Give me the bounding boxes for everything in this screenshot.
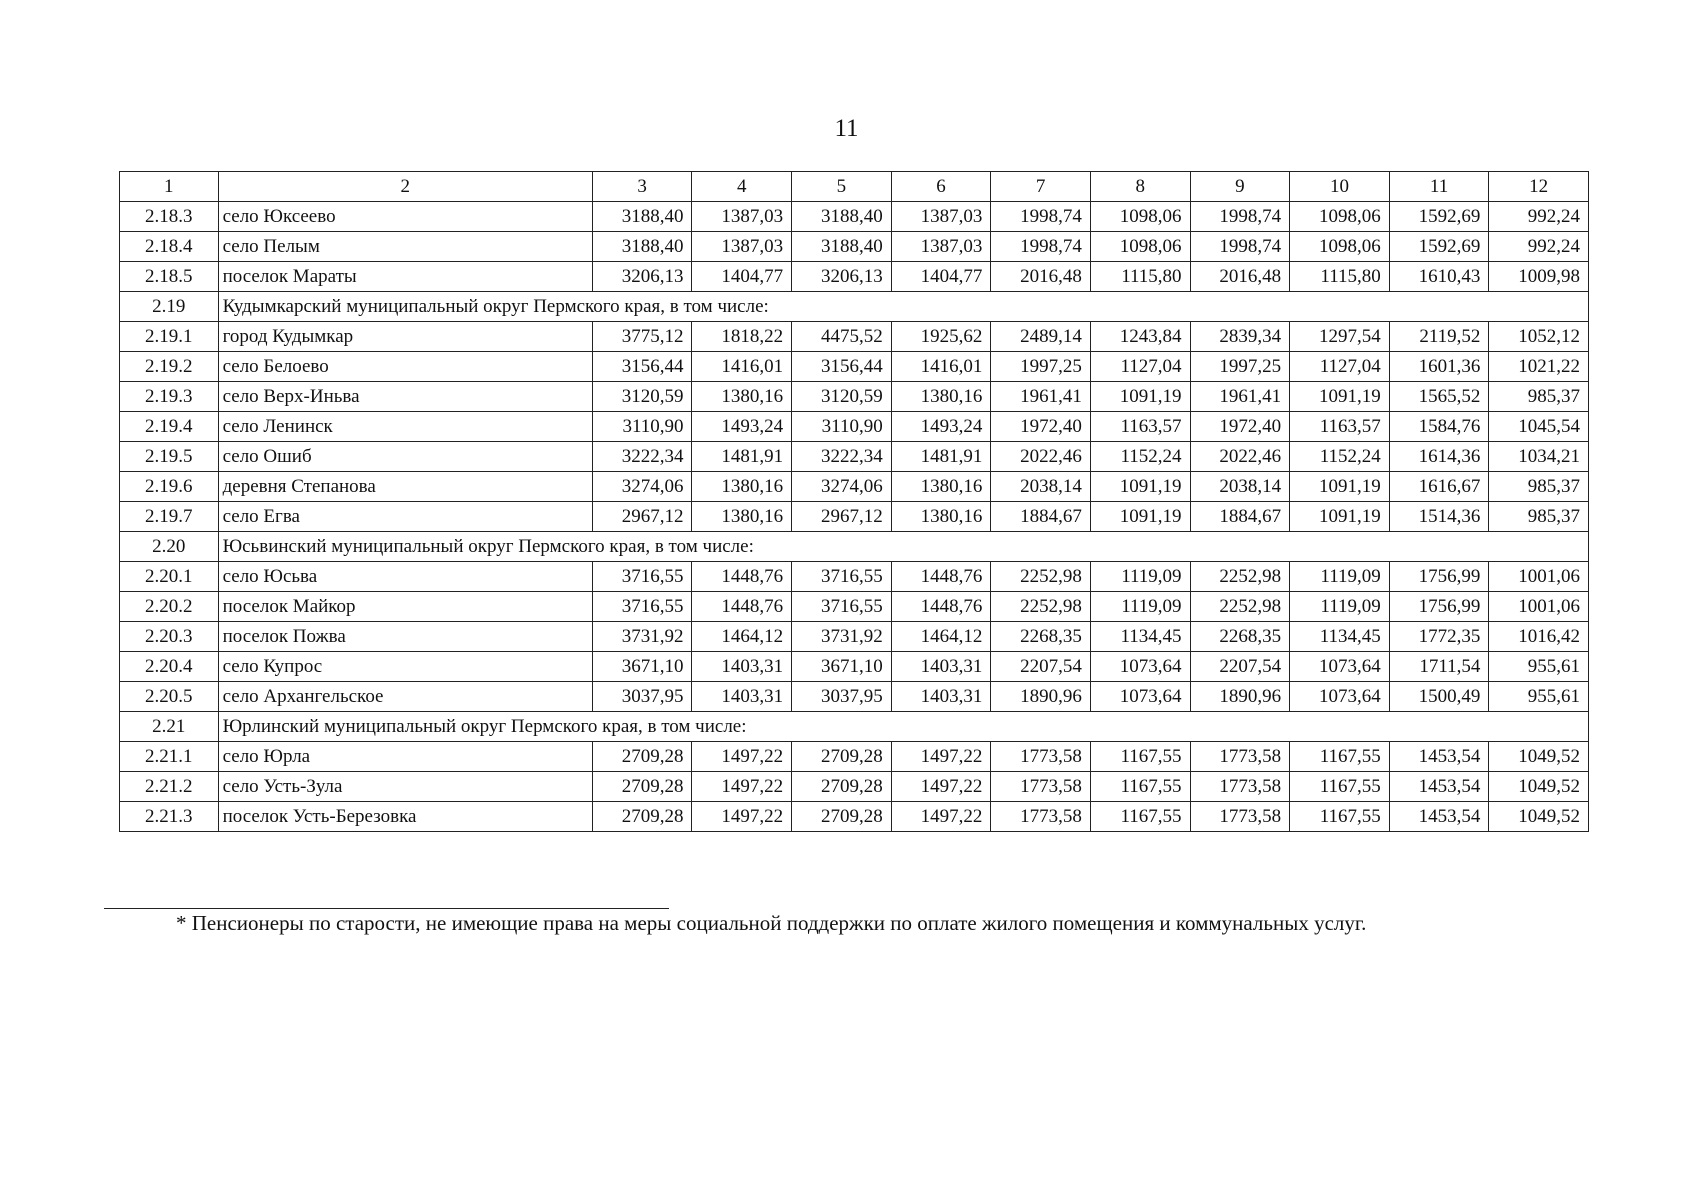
table-row (120, 352, 1589, 382)
column-header: 11 (1389, 172, 1489, 202)
value-cell: 1497,22 (692, 772, 792, 802)
value-cell: 1404,77 (692, 262, 792, 292)
value-cell: 1773,58 (1190, 802, 1290, 832)
value-cell: 1127,04 (1090, 352, 1190, 382)
value-cell: 3716,55 (592, 592, 692, 622)
row-number: 2.21.3 (120, 802, 219, 832)
row-number: 2.19.4 (120, 412, 219, 442)
value-cell: 2967,12 (792, 502, 892, 532)
value-cell: 1773,58 (991, 772, 1091, 802)
value-cell: 1890,96 (1190, 682, 1290, 712)
column-header: 8 (1090, 172, 1190, 202)
settlement-name: село Юксеево (218, 202, 592, 232)
value-cell: 3671,10 (792, 652, 892, 682)
value-cell: 1167,55 (1290, 802, 1390, 832)
value-cell: 1998,74 (1190, 202, 1290, 232)
value-cell: 1481,91 (692, 442, 792, 472)
settlement-name: поселок Пожва (218, 622, 592, 652)
value-cell: 2839,34 (1190, 322, 1290, 352)
value-cell: 1403,31 (891, 652, 991, 682)
section-row (120, 292, 1589, 322)
value-cell: 1972,40 (991, 412, 1091, 442)
value-cell: 1998,74 (1190, 232, 1290, 262)
value-cell: 3110,90 (792, 412, 892, 442)
tariff-table (119, 171, 1589, 832)
value-cell: 1403,31 (692, 682, 792, 712)
value-cell: 1616,67 (1389, 472, 1489, 502)
value-cell: 1167,55 (1090, 772, 1190, 802)
value-cell: 1243,84 (1090, 322, 1190, 352)
value-cell: 3716,55 (792, 562, 892, 592)
row-number: 2.21.1 (120, 742, 219, 772)
value-cell: 3037,95 (592, 682, 692, 712)
value-cell: 3274,06 (792, 472, 892, 502)
value-cell: 2489,14 (991, 322, 1091, 352)
value-cell: 2709,28 (592, 802, 692, 832)
value-cell: 1098,06 (1290, 232, 1390, 262)
value-cell: 1380,16 (891, 382, 991, 412)
row-number: 2.19.2 (120, 352, 219, 382)
row-number: 2.19.3 (120, 382, 219, 412)
table-row (120, 472, 1589, 502)
value-cell: 1073,64 (1290, 682, 1390, 712)
value-cell: 1493,24 (891, 412, 991, 442)
value-cell: 3206,13 (592, 262, 692, 292)
value-cell: 1592,69 (1389, 202, 1489, 232)
table-row (120, 322, 1589, 352)
value-cell: 992,24 (1489, 202, 1589, 232)
table-row (120, 652, 1589, 682)
settlement-name: село Усть-Зула (218, 772, 592, 802)
value-cell: 1403,31 (692, 652, 792, 682)
value-cell: 1565,52 (1389, 382, 1489, 412)
value-cell: 1167,55 (1090, 802, 1190, 832)
value-cell: 3731,92 (592, 622, 692, 652)
column-header: 9 (1190, 172, 1290, 202)
settlement-name: село Верх-Иньва (218, 382, 592, 412)
value-cell: 3731,92 (792, 622, 892, 652)
value-cell: 1592,69 (1389, 232, 1489, 262)
value-cell: 1098,06 (1090, 232, 1190, 262)
settlement-name: село Купрос (218, 652, 592, 682)
value-cell: 3156,44 (592, 352, 692, 382)
value-cell: 1167,55 (1090, 742, 1190, 772)
value-cell: 1152,24 (1290, 442, 1390, 472)
value-cell: 3120,59 (592, 382, 692, 412)
value-cell: 1115,80 (1090, 262, 1190, 292)
value-cell: 1403,31 (891, 682, 991, 712)
settlement-name: село Архангельское (218, 682, 592, 712)
value-cell: 3716,55 (592, 562, 692, 592)
value-cell: 2038,14 (1190, 472, 1290, 502)
value-cell: 2709,28 (592, 772, 692, 802)
value-cell: 1387,03 (692, 202, 792, 232)
value-cell: 1416,01 (692, 352, 792, 382)
table-body (120, 172, 1589, 832)
value-cell: 1021,22 (1489, 352, 1589, 382)
value-cell: 1098,06 (1090, 202, 1190, 232)
page-number: 11 (834, 115, 859, 142)
value-cell: 1448,76 (891, 562, 991, 592)
value-cell: 955,61 (1489, 652, 1589, 682)
row-number: 2.19.7 (120, 502, 219, 532)
column-header: 5 (792, 172, 892, 202)
settlement-name: село Ленинск (218, 412, 592, 442)
value-cell: 992,24 (1489, 232, 1589, 262)
value-cell: 1497,22 (891, 802, 991, 832)
row-number: 2.18.5 (120, 262, 219, 292)
value-cell: 1119,09 (1090, 592, 1190, 622)
value-cell: 3120,59 (792, 382, 892, 412)
value-cell: 1610,43 (1389, 262, 1489, 292)
table-row (120, 232, 1589, 262)
value-cell: 1453,54 (1389, 742, 1489, 772)
value-cell: 2252,98 (991, 592, 1091, 622)
value-cell: 1961,41 (991, 382, 1091, 412)
value-cell: 1119,09 (1090, 562, 1190, 592)
value-cell: 1773,58 (991, 742, 1091, 772)
table-row (120, 202, 1589, 232)
row-number: 2.20 (120, 532, 219, 562)
value-cell: 1997,25 (1190, 352, 1290, 382)
value-cell: 1380,16 (692, 472, 792, 502)
column-header: 3 (592, 172, 692, 202)
value-cell: 3775,12 (592, 322, 692, 352)
section-row (120, 532, 1589, 562)
value-cell: 1073,64 (1290, 652, 1390, 682)
value-cell: 1001,06 (1489, 592, 1589, 622)
value-cell: 1045,54 (1489, 412, 1589, 442)
value-cell: 1464,12 (692, 622, 792, 652)
row-number: 2.18.3 (120, 202, 219, 232)
table-row (120, 562, 1589, 592)
value-cell: 4475,52 (792, 322, 892, 352)
value-cell: 1884,67 (1190, 502, 1290, 532)
settlement-name: село Егва (218, 502, 592, 532)
value-cell: 3671,10 (592, 652, 692, 682)
value-cell: 1448,76 (692, 562, 792, 592)
row-number: 2.20.1 (120, 562, 219, 592)
settlement-name: село Ошиб (218, 442, 592, 472)
value-cell: 1614,36 (1389, 442, 1489, 472)
value-cell: 3274,06 (592, 472, 692, 502)
value-cell: 1091,19 (1090, 382, 1190, 412)
value-cell: 1091,19 (1290, 382, 1390, 412)
value-cell: 1152,24 (1090, 442, 1190, 472)
value-cell: 2207,54 (991, 652, 1091, 682)
value-cell: 1497,22 (891, 742, 991, 772)
value-cell: 1387,03 (891, 232, 991, 262)
section-title: Юсьвинский муниципальный округ Пермского края, в том числе: (218, 532, 1588, 562)
settlement-name: поселок Усть-Березовка (218, 802, 592, 832)
value-cell: 3206,13 (792, 262, 892, 292)
value-cell: 1925,62 (891, 322, 991, 352)
row-number: 2.19.5 (120, 442, 219, 472)
value-cell: 1115,80 (1290, 262, 1390, 292)
value-cell: 1163,57 (1290, 412, 1390, 442)
value-cell: 2252,98 (1190, 592, 1290, 622)
value-cell: 1497,22 (692, 802, 792, 832)
value-cell: 1773,58 (1190, 742, 1290, 772)
value-cell: 1073,64 (1090, 682, 1190, 712)
value-cell: 1098,06 (1290, 202, 1390, 232)
value-cell: 3188,40 (592, 202, 692, 232)
value-cell: 1500,49 (1389, 682, 1489, 712)
table-row (120, 412, 1589, 442)
value-cell: 1453,54 (1389, 772, 1489, 802)
value-cell: 3222,34 (592, 442, 692, 472)
value-cell: 1380,16 (692, 502, 792, 532)
table-row (120, 802, 1589, 832)
value-cell: 1481,91 (891, 442, 991, 472)
value-cell: 3037,95 (792, 682, 892, 712)
value-cell: 1001,06 (1489, 562, 1589, 592)
value-cell: 1756,99 (1389, 592, 1489, 622)
table-row (120, 262, 1589, 292)
settlement-name: село Белоево (218, 352, 592, 382)
value-cell: 2022,46 (1190, 442, 1290, 472)
value-cell: 1134,45 (1290, 622, 1390, 652)
row-number: 2.19.6 (120, 472, 219, 502)
row-number: 2.20.2 (120, 592, 219, 622)
section-title: Юрлинский муниципальный округ Пермского края, в том числе: (218, 712, 1588, 742)
value-cell: 1049,52 (1489, 772, 1589, 802)
section-title: Кудымкарский муниципальный округ Пермского края, в том числе: (218, 292, 1588, 322)
value-cell: 1167,55 (1290, 772, 1390, 802)
value-cell: 2709,28 (592, 742, 692, 772)
table-row (120, 442, 1589, 472)
value-cell: 1584,76 (1389, 412, 1489, 442)
row-number: 2.20.4 (120, 652, 219, 682)
value-cell: 1448,76 (692, 592, 792, 622)
value-cell: 1961,41 (1190, 382, 1290, 412)
settlement-name: поселок Мараты (218, 262, 592, 292)
value-cell: 1997,25 (991, 352, 1091, 382)
value-cell: 1998,74 (991, 202, 1091, 232)
row-number: 2.20.5 (120, 682, 219, 712)
column-header: 4 (692, 172, 792, 202)
row-number: 2.21.2 (120, 772, 219, 802)
value-cell: 1380,16 (891, 472, 991, 502)
value-cell: 2268,35 (991, 622, 1091, 652)
settlement-name: город Кудымкар (218, 322, 592, 352)
value-cell: 1009,98 (1489, 262, 1589, 292)
value-cell: 1404,77 (891, 262, 991, 292)
value-cell: 2967,12 (592, 502, 692, 532)
value-cell: 1773,58 (991, 802, 1091, 832)
value-cell: 985,37 (1489, 502, 1589, 532)
section-row (120, 712, 1589, 742)
value-cell: 1818,22 (692, 322, 792, 352)
value-cell: 1497,22 (891, 772, 991, 802)
value-cell: 1884,67 (991, 502, 1091, 532)
table-row (120, 772, 1589, 802)
value-cell: 1601,36 (1389, 352, 1489, 382)
value-cell: 1091,19 (1290, 502, 1390, 532)
value-cell: 955,61 (1489, 682, 1589, 712)
value-cell: 1497,22 (692, 742, 792, 772)
value-cell: 1756,99 (1389, 562, 1489, 592)
value-cell: 1052,12 (1489, 322, 1589, 352)
column-header: 2 (218, 172, 592, 202)
value-cell: 2016,48 (1190, 262, 1290, 292)
footnote-divider (104, 908, 669, 909)
value-cell: 1073,64 (1090, 652, 1190, 682)
value-cell: 985,37 (1489, 382, 1589, 412)
table-row (120, 742, 1589, 772)
table-row (120, 622, 1589, 652)
value-cell: 1049,52 (1489, 802, 1589, 832)
row-number: 2.19 (120, 292, 219, 322)
value-cell: 3716,55 (792, 592, 892, 622)
row-number: 2.20.3 (120, 622, 219, 652)
value-cell: 3222,34 (792, 442, 892, 472)
value-cell: 1049,52 (1489, 742, 1589, 772)
value-cell: 3188,40 (792, 232, 892, 262)
value-cell: 1416,01 (891, 352, 991, 382)
value-cell: 3188,40 (592, 232, 692, 262)
value-cell: 1772,35 (1389, 622, 1489, 652)
value-cell: 1119,09 (1290, 592, 1390, 622)
value-cell: 2268,35 (1190, 622, 1290, 652)
value-cell: 1464,12 (891, 622, 991, 652)
value-cell: 2709,28 (792, 742, 892, 772)
table-row (120, 502, 1589, 532)
value-cell: 2016,48 (991, 262, 1091, 292)
table-row (120, 382, 1589, 412)
column-header: 7 (991, 172, 1091, 202)
settlement-name: село Юрла (218, 742, 592, 772)
value-cell: 1514,36 (1389, 502, 1489, 532)
table-row (120, 592, 1589, 622)
value-cell: 1127,04 (1290, 352, 1390, 382)
value-cell: 2207,54 (1190, 652, 1290, 682)
value-cell: 1998,74 (991, 232, 1091, 262)
value-cell: 1091,19 (1090, 472, 1190, 502)
value-cell: 3110,90 (592, 412, 692, 442)
row-number: 2.18.4 (120, 232, 219, 262)
row-number: 2.19.1 (120, 322, 219, 352)
footnote: * Пенсионеры по старости, не имеющие права на меры социальной поддержки по оплате жилого помещения и коммунальных услуг. (176, 911, 1367, 935)
value-cell: 1297,54 (1290, 322, 1390, 352)
value-cell: 985,37 (1489, 472, 1589, 502)
header-row (120, 172, 1589, 202)
value-cell: 1119,09 (1290, 562, 1390, 592)
table-row (120, 682, 1589, 712)
value-cell: 2252,98 (1190, 562, 1290, 592)
value-cell: 1387,03 (891, 202, 991, 232)
value-cell: 1773,58 (1190, 772, 1290, 802)
value-cell: 2022,46 (991, 442, 1091, 472)
column-header: 1 (120, 172, 219, 202)
value-cell: 1016,42 (1489, 622, 1589, 652)
value-cell: 1034,21 (1489, 442, 1589, 472)
column-header: 12 (1489, 172, 1589, 202)
value-cell: 2709,28 (792, 772, 892, 802)
value-cell: 1167,55 (1290, 742, 1390, 772)
value-cell: 1380,16 (891, 502, 991, 532)
value-cell: 1448,76 (891, 592, 991, 622)
value-cell: 2252,98 (991, 562, 1091, 592)
settlement-name: поселок Майкор (218, 592, 592, 622)
settlement-name: село Юсьва (218, 562, 592, 592)
column-header: 10 (1290, 172, 1390, 202)
value-cell: 1380,16 (692, 382, 792, 412)
value-cell: 1453,54 (1389, 802, 1489, 832)
row-number: 2.21 (120, 712, 219, 742)
settlement-name: село Пелым (218, 232, 592, 262)
settlement-name: деревня Степанова (218, 472, 592, 502)
value-cell: 1711,54 (1389, 652, 1489, 682)
value-cell: 3188,40 (792, 202, 892, 232)
column-header: 6 (891, 172, 991, 202)
value-cell: 1091,19 (1090, 502, 1190, 532)
value-cell: 3156,44 (792, 352, 892, 382)
value-cell: 2119,52 (1389, 322, 1489, 352)
value-cell: 1972,40 (1190, 412, 1290, 442)
value-cell: 1163,57 (1090, 412, 1190, 442)
value-cell: 2709,28 (792, 802, 892, 832)
value-cell: 1890,96 (991, 682, 1091, 712)
value-cell: 2038,14 (991, 472, 1091, 502)
value-cell: 1091,19 (1290, 472, 1390, 502)
value-cell: 1387,03 (692, 232, 792, 262)
value-cell: 1134,45 (1090, 622, 1190, 652)
value-cell: 1493,24 (692, 412, 792, 442)
